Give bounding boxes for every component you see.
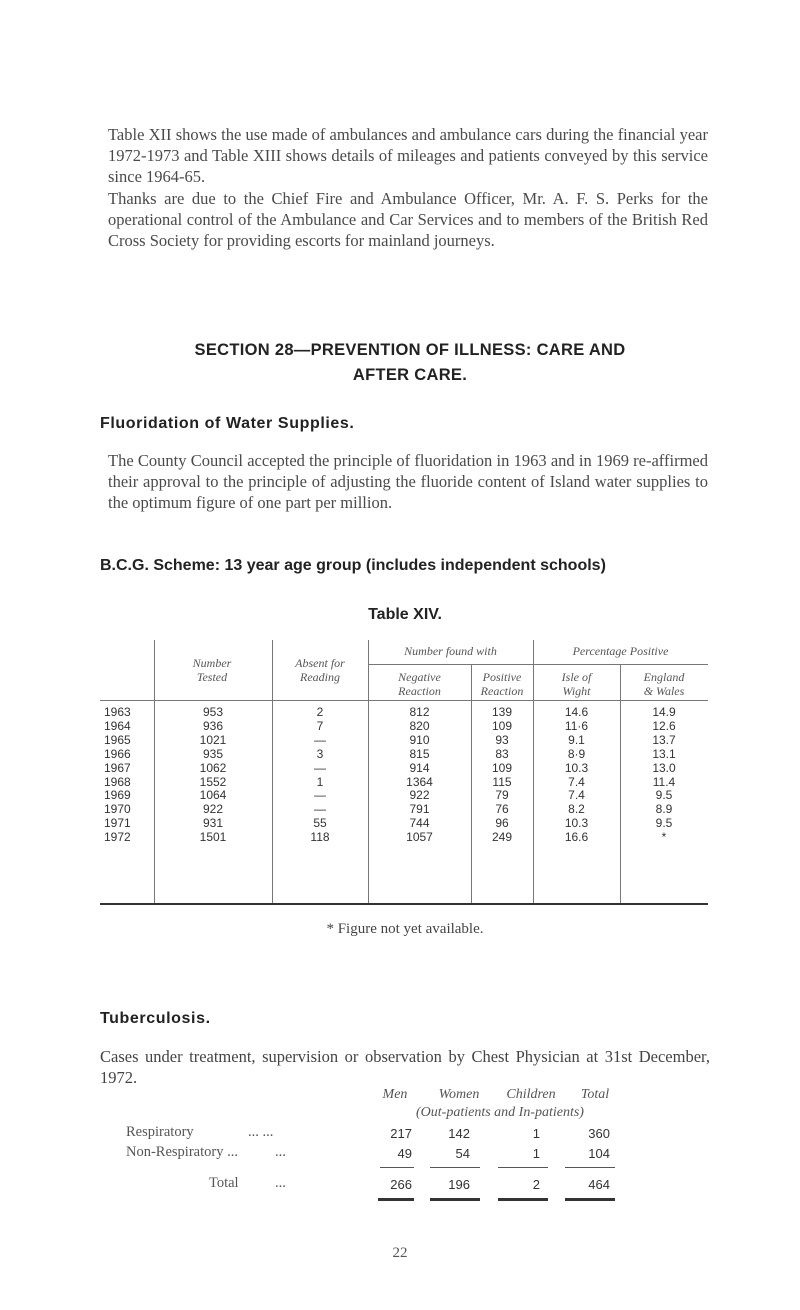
bcg-cell-absent: 1 bbox=[316, 774, 324, 789]
page-number: 22 bbox=[392, 1245, 408, 1261]
bcg-cell-ew: 8.9 bbox=[655, 802, 673, 817]
intro-paragraph-2: Thanks are due to the Chief Fire and Ambulance Officer, Mr. A. F. S. Perks for the operational control of the Ambulance and Car Services and to members of the British Red Cross Society for providing escorts for mainland journeys. bbox=[108, 189, 708, 250]
tb-rule bbox=[378, 1198, 414, 1201]
tb-cell-men: 217 bbox=[390, 1126, 412, 1141]
bcg-cell-absent: 3 bbox=[316, 746, 324, 761]
bcg-cell-iow: 9.1 bbox=[568, 732, 585, 747]
bcg-cell-tested: 922 bbox=[202, 802, 224, 817]
bcg-cell-positive: 109 bbox=[491, 718, 513, 733]
tb-row-dots: ... bbox=[275, 1144, 286, 1160]
tb-rule bbox=[565, 1167, 615, 1168]
tb-header-subtitle: (Out-patients and In-patients) bbox=[416, 1105, 584, 1120]
bcg-cell-year: 1971 bbox=[104, 816, 131, 831]
tb-row-label: Respiratory bbox=[126, 1124, 194, 1140]
bcg-cell-ew: 13.1 bbox=[652, 746, 676, 761]
bcg-cell-negative: 914 bbox=[409, 760, 430, 775]
bcg-cell-year: 1964 bbox=[104, 718, 131, 733]
tb-cell-total: 104 bbox=[588, 1146, 610, 1161]
tb-total-label: Total bbox=[209, 1175, 239, 1191]
bcg-cell-absent: 7 bbox=[316, 718, 324, 733]
header-positive-reaction: Positive Reaction bbox=[480, 670, 524, 698]
bcg-cell-year: 1969 bbox=[104, 788, 131, 803]
bcg-cell-year: 1970 bbox=[104, 802, 131, 817]
bcg-cell-absent: 55 bbox=[313, 816, 327, 831]
tb-header-men: Men bbox=[382, 1087, 408, 1102]
bcg-cell-negative: 910 bbox=[409, 732, 430, 747]
bcg-cell-positive: 96 bbox=[495, 816, 509, 831]
bcg-cell-tested: 936 bbox=[202, 718, 224, 733]
bcg-cell-negative: 812 bbox=[409, 705, 430, 719]
tuberculosis-caption: Cases under treatment, supervision or observation by Chest Physician at 31st December, 1972. bbox=[100, 1047, 710, 1087]
header-england-wales: England & Wales bbox=[643, 670, 685, 698]
bcg-cell-iow: 16.6 bbox=[564, 830, 589, 845]
bcg-cell-absent: — bbox=[314, 802, 326, 817]
bcg-cell-year: 1966 bbox=[104, 746, 131, 761]
bcg-cell-absent: — bbox=[314, 732, 326, 747]
bcg-cell-negative: 1364 bbox=[406, 774, 433, 789]
tb-cell-total: 360 bbox=[588, 1126, 610, 1141]
bcg-cell-negative: 1057 bbox=[406, 830, 433, 845]
bcg-cell-negative: 922 bbox=[409, 788, 430, 803]
tb-header-total: Total bbox=[580, 1087, 610, 1102]
bcg-cell-iow: 7.4 bbox=[568, 788, 585, 803]
header-isle-of-wight: Isle of Wight bbox=[561, 670, 592, 698]
bcg-cell-year: 1967 bbox=[104, 760, 131, 775]
tb-cell-men: 49 bbox=[397, 1146, 412, 1161]
header-percentage-positive: Percentage Positive bbox=[572, 644, 669, 658]
bcg-cell-tested: 1021 bbox=[199, 732, 227, 747]
bcg-cell-tested: 1064 bbox=[199, 788, 227, 803]
intro-paragraph-1: Table XII shows the use made of ambulances and ambulance cars during the financial year 1972-1973 and Table XIII shows details of mileages and patients conveyed by this service since 1964-65. bbox=[108, 125, 708, 186]
bcg-cell-negative: 791 bbox=[409, 802, 430, 817]
bcg-cell-ew: 9.5 bbox=[655, 788, 673, 803]
tb-header-children: Children bbox=[506, 1087, 556, 1102]
bcg-heading: B.C.G. Scheme: 13 year age group (includes independent schools) bbox=[100, 557, 606, 574]
tb-total-children: 2 bbox=[532, 1177, 540, 1192]
table-footnote: * Figure not yet available. bbox=[326, 921, 484, 937]
fluoridation-text: The County Council accepted the principle of fluoridation in 1963 and in 1969 re-affirmed their approval to the principle of adjusting the fluoride content of Island water supplies to the optimum figure of one part per million. bbox=[108, 451, 708, 512]
header-absent-for-reading: Absent for Reading bbox=[295, 656, 345, 684]
bcg-cell-absent: — bbox=[314, 760, 326, 775]
bcg-cell-iow: 7.4 bbox=[568, 774, 585, 789]
table-xiv-title: Table XIV. bbox=[368, 606, 442, 623]
bcg-cell-year: 1965 bbox=[104, 732, 131, 747]
bcg-cell-positive: 79 bbox=[495, 788, 509, 803]
bcg-cell-ew: 12.6 bbox=[652, 718, 676, 733]
bcg-cell-negative: 815 bbox=[409, 746, 430, 761]
table-rule bbox=[100, 903, 708, 905]
section-title-line-1: SECTION 28—PREVENTION OF ILLNESS: CARE AND bbox=[194, 341, 626, 359]
section-title-line-2: AFTER CARE. bbox=[352, 366, 468, 384]
fluoridation-heading: Fluoridation of Water Supplies. bbox=[100, 415, 355, 432]
tb-rule bbox=[498, 1167, 548, 1168]
table-rule bbox=[368, 664, 708, 665]
bcg-cell-tested: 935 bbox=[202, 746, 224, 761]
bcg-cell-positive: 93 bbox=[495, 732, 509, 747]
tb-cell-children: 1 bbox=[532, 1146, 540, 1161]
bcg-cell-year: 1968 bbox=[104, 774, 131, 789]
tb-cell-women: 142 bbox=[448, 1126, 470, 1141]
bcg-cell-ew: 11.4 bbox=[652, 774, 676, 789]
bcg-cell-tested: 953 bbox=[202, 705, 224, 719]
header-negative-reaction: Negative Reaction bbox=[398, 670, 441, 698]
bcg-cell-iow: 10.3 bbox=[564, 760, 589, 775]
tb-rule bbox=[430, 1198, 480, 1201]
bcg-cell-absent: 2 bbox=[316, 705, 324, 719]
header-number-found-with: Number found with bbox=[404, 644, 497, 658]
bcg-cell-absent: 118 bbox=[310, 830, 330, 845]
bcg-cell-year: 1972 bbox=[104, 830, 131, 845]
bcg-cell-positive: 76 bbox=[495, 802, 509, 817]
bcg-cell-positive: 83 bbox=[495, 746, 509, 761]
bcg-cell-tested: 931 bbox=[202, 816, 224, 831]
tb-cell-children: 1 bbox=[532, 1126, 540, 1141]
tb-total-men: 266 bbox=[390, 1177, 412, 1192]
tb-row-dots: ... ... bbox=[248, 1124, 274, 1140]
table-rule bbox=[100, 700, 708, 701]
section-title bbox=[100, 338, 720, 388]
tb-rule bbox=[430, 1167, 480, 1168]
tb-rule bbox=[565, 1198, 615, 1201]
bcg-cell-positive: 139 bbox=[491, 705, 513, 719]
tb-header-women: Women bbox=[438, 1087, 480, 1102]
tb-total-total: 464 bbox=[588, 1177, 610, 1192]
tb-row-label: Non-Respiratory ... bbox=[126, 1144, 238, 1160]
bcg-cell-negative: 820 bbox=[409, 718, 430, 733]
bcg-cell-tested: 1062 bbox=[199, 760, 227, 775]
bcg-cell-tested: 1552 bbox=[199, 774, 227, 789]
bcg-cell-ew: 14.9 bbox=[652, 705, 676, 719]
bcg-cell-positive: 115 bbox=[492, 774, 512, 789]
bcg-cell-positive: 109 bbox=[491, 760, 513, 775]
bcg-table bbox=[100, 640, 708, 904]
bcg-cell-ew: 13.0 bbox=[652, 760, 676, 775]
bcg-cell-negative: 744 bbox=[409, 816, 430, 831]
bcg-cell-absent: — bbox=[314, 788, 326, 803]
bcg-cell-ew: * bbox=[661, 830, 667, 845]
header-number-tested: Number Tested bbox=[192, 656, 232, 684]
tb-rule bbox=[380, 1167, 414, 1168]
bcg-cell-positive: 249 bbox=[491, 830, 513, 845]
bcg-cell-tested: 1501 bbox=[199, 830, 227, 845]
tb-cell-women: 54 bbox=[455, 1146, 470, 1161]
bcg-cell-iow: 10.3 bbox=[564, 816, 589, 831]
bcg-cell-iow: 8·9 bbox=[567, 746, 586, 761]
bcg-cell-ew: 9.5 bbox=[655, 816, 673, 831]
bcg-cell-year: 1963 bbox=[104, 705, 131, 719]
bcg-cell-iow: 11·6 bbox=[564, 718, 589, 733]
bcg-cell-iow: 14.6 bbox=[564, 705, 589, 719]
tb-total-dots: ... bbox=[275, 1175, 286, 1191]
tb-total-women: 196 bbox=[448, 1177, 470, 1192]
bcg-cell-ew: 13.7 bbox=[652, 732, 676, 747]
bcg-cell-iow: 8.2 bbox=[568, 802, 585, 817]
tuberculosis-heading: Tuberculosis. bbox=[100, 1010, 211, 1027]
tb-rule bbox=[498, 1198, 548, 1201]
